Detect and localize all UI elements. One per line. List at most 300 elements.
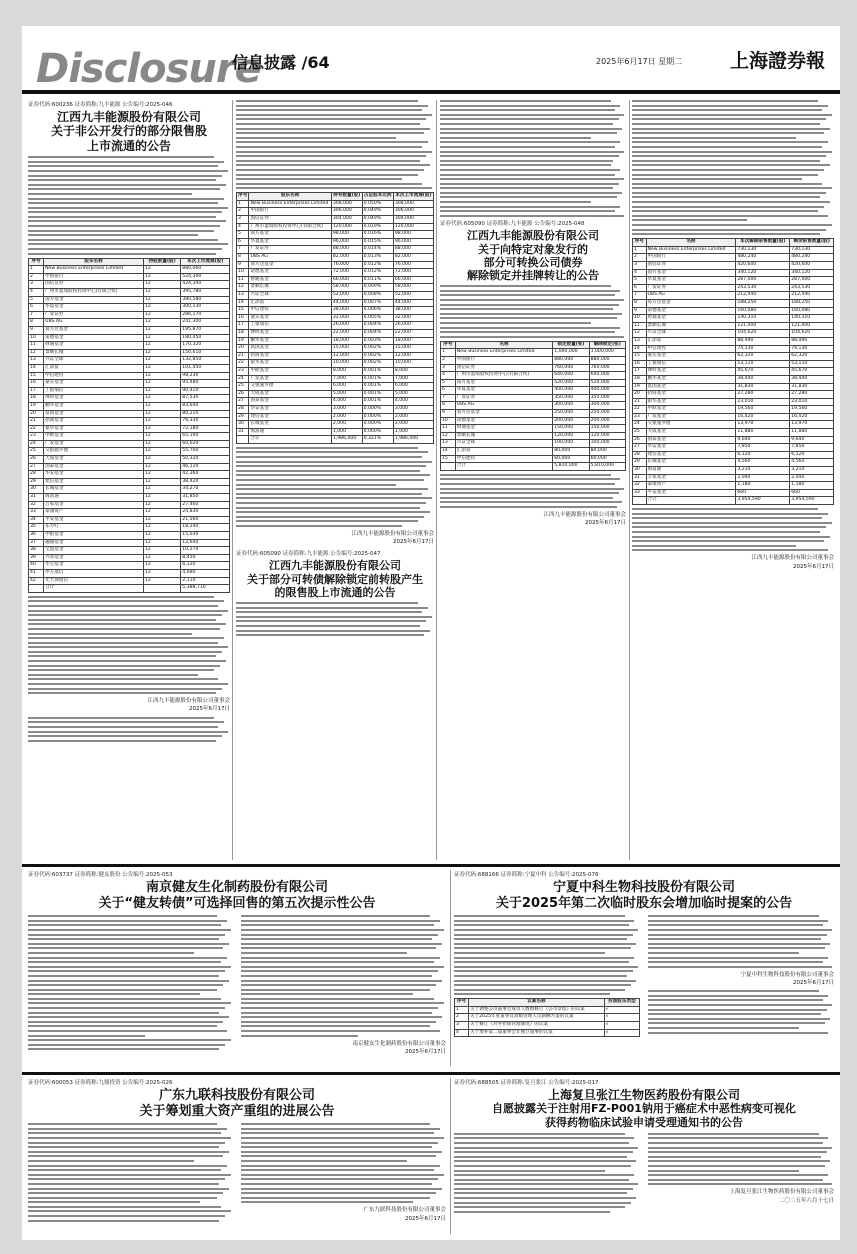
table-cell: 0.001%	[362, 398, 393, 406]
table-cell: 建信基金	[646, 451, 736, 459]
table-row	[633, 254, 834, 262]
table-cell: 88,490	[736, 337, 790, 345]
table-cell: 640,000	[553, 372, 589, 380]
table-row	[237, 314, 434, 322]
table-row	[237, 367, 434, 375]
table-row	[455, 1029, 640, 1037]
table-cell: 150,610	[181, 349, 230, 357]
table-cell: 660	[790, 489, 834, 497]
table-cell: 22	[237, 360, 249, 368]
table-cell: 鹏华基金	[44, 402, 144, 410]
table-cell: 兴证全球	[44, 357, 144, 365]
table-cell: 14	[633, 345, 647, 353]
table-row	[29, 418, 230, 426]
table-cell: 关于调整公司董事会成员人数暨修订《公司章程》的议案	[469, 1006, 605, 1014]
table-row	[633, 489, 834, 497]
table-cell: 28	[237, 405, 249, 413]
table-cell: 25	[633, 429, 647, 437]
table-header-cell: 本次上市流通(股)	[181, 258, 230, 266]
table-cell: 0.000%	[362, 405, 393, 413]
table-cell: 45,670	[790, 368, 834, 376]
table-cell: 340,120	[790, 269, 834, 277]
table-cell: 12	[144, 372, 181, 380]
body-text	[236, 602, 434, 636]
table-row	[29, 524, 230, 532]
table-cell: 0.012%	[362, 269, 393, 277]
table-cell: 46,110	[181, 463, 230, 471]
table-row	[633, 474, 834, 482]
table-cell: 200,000	[589, 417, 625, 425]
table-row	[237, 216, 434, 224]
table-cell: 5,000	[393, 390, 433, 398]
table-cell: 19,560	[790, 406, 834, 414]
table-cell: 21	[633, 398, 647, 406]
table-cell: 富国基金	[249, 345, 331, 353]
table-cell: 0.002%	[362, 360, 393, 368]
table-cell: 88,000	[393, 246, 433, 254]
table-cell	[144, 585, 181, 593]
table-cell: 广发证券	[455, 394, 552, 402]
table-row	[441, 417, 626, 425]
table-cell: 2,000	[331, 421, 362, 429]
table-cell: 72,000	[331, 269, 362, 277]
masthead	[22, 26, 840, 94]
table-cell: 180,450	[181, 334, 230, 342]
table-cell: 诺德基金	[646, 307, 736, 315]
table-cell: 33	[29, 509, 44, 517]
body-text	[632, 100, 834, 235]
notice-title: 江西九丰能源股份有限公司	[269, 559, 401, 573]
shareholder-table	[236, 192, 434, 444]
newspaper-brand: 上海證券報	[730, 50, 826, 72]
notice-jiufeng-convertible-bonds	[440, 100, 626, 860]
table-header-cell: 序号	[455, 999, 469, 1007]
table-cell: 1,986,000	[331, 436, 362, 444]
table-header-cell: 序号	[29, 258, 44, 266]
table-cell: 880,000	[589, 356, 625, 364]
table-cell: 52,000	[393, 292, 433, 300]
table-row	[237, 398, 434, 406]
table-cell: 30	[633, 467, 647, 475]
notice-title: 南京健友生化制药股份有限公司	[145, 880, 328, 895]
table-row	[29, 349, 230, 357]
table-cell: 长城基金	[249, 421, 331, 429]
table-cell: 9,640	[790, 436, 834, 444]
section-rule	[22, 1072, 840, 1075]
table-row	[29, 569, 230, 577]
table-cell: 关于修订《对外担保管理制度》的议案	[469, 1022, 605, 1030]
table-row	[633, 262, 834, 270]
table-cell: 480,240	[790, 254, 834, 262]
table-cell: 4,000	[393, 398, 433, 406]
table-cell: 83,640	[181, 402, 230, 410]
table-cell: 0.002%	[362, 352, 393, 360]
table-cell: 11	[633, 322, 647, 330]
table-row	[237, 254, 434, 262]
table-cell: 华安基金	[249, 405, 331, 413]
body-text	[241, 915, 446, 1036]
table-header-cell: 序号	[633, 239, 647, 247]
stock-code-line: 证券代码:688166 证券简称:宁夏中科 公告编号:2025-076	[454, 872, 599, 878]
table-cell: 万家基金	[646, 474, 736, 482]
table-cell: 12	[237, 284, 249, 292]
table-row	[633, 322, 834, 330]
table-row	[237, 436, 434, 444]
table-cell: 66,000	[393, 276, 433, 284]
table-row	[237, 337, 434, 345]
table-cell: 38,440	[736, 375, 790, 383]
table-row	[29, 516, 230, 524]
table-cell: 平安基金	[646, 489, 736, 497]
table-cell: 1	[237, 200, 249, 208]
table-cell: 银华基金	[646, 398, 736, 406]
table-row	[29, 509, 230, 517]
table-cell: 东方红	[44, 524, 144, 532]
table-cell: 交银施罗德	[44, 448, 144, 456]
table-cell: 0.014%	[362, 246, 393, 254]
table-cell: 42	[29, 577, 44, 585]
table-cell: 国泰基金	[249, 398, 331, 406]
table-cell: 0.003%	[362, 337, 393, 345]
table-cell: 兴证全球	[455, 440, 552, 448]
table-cell: 74,130	[736, 345, 790, 353]
table-cell: 23,010	[790, 398, 834, 406]
table-cell: 32,000	[331, 314, 362, 322]
table-row	[633, 467, 834, 475]
table-cell: 132,850	[181, 357, 230, 365]
table-cell: 22	[633, 406, 647, 414]
table-cell: 12,640	[181, 539, 230, 547]
column-divider	[436, 100, 437, 860]
table-cell: 98,000	[393, 231, 433, 239]
table-cell: 工银瑞信	[44, 387, 144, 395]
table-cell: 7	[633, 292, 647, 300]
table-cell: 万家基金	[44, 501, 144, 509]
table-cell: 19	[633, 383, 647, 391]
table-cell: 2	[633, 254, 647, 262]
table-cell: 12	[29, 349, 44, 357]
signature-company: 宁夏中科生物科技股份有限公司董事会	[740, 971, 834, 978]
table-header-cell: 股东名称	[44, 258, 144, 266]
table-cell: 诺德基金	[455, 417, 552, 425]
table-cell: 26,000	[393, 322, 433, 330]
table-cell: 国信证券	[249, 216, 331, 224]
table-cell: 0.016%	[362, 231, 393, 239]
notice-title: 关于筹划重大资产重组的进展公告	[139, 1103, 335, 1119]
table-cell: 8	[441, 402, 456, 410]
table-cell: 26	[237, 390, 249, 398]
table-cell: 8	[633, 299, 647, 307]
table-cell: 4	[633, 269, 647, 277]
table-cell: 泰康资产	[44, 509, 144, 517]
table-row	[441, 410, 626, 418]
table-cell: 26	[29, 456, 44, 464]
table-cell: 0.007%	[362, 299, 393, 307]
table-cell: 104,620	[790, 330, 834, 338]
table-cell: 400,000	[553, 387, 589, 395]
table-cell: 2,110	[181, 577, 230, 585]
table-cell: 6,000	[331, 383, 362, 391]
signature-company: 江西九丰能源股份有限公司董事会	[147, 698, 230, 705]
notice-jiufeng-restricted-shares	[28, 100, 230, 860]
table-row	[441, 425, 626, 433]
table-header-row	[29, 258, 230, 266]
table-cell: 32,000	[393, 314, 433, 322]
body-text	[28, 596, 230, 694]
table-cell: 0.015%	[362, 238, 393, 246]
table-row	[441, 387, 626, 395]
table-cell: 7	[29, 311, 44, 319]
table-cell: 12	[144, 554, 181, 562]
table-cell: 243,530	[790, 284, 834, 292]
table-cell: 21,560	[181, 516, 230, 524]
table-cell: 760,000	[553, 364, 589, 372]
table-cell: 0.012%	[362, 261, 393, 269]
table-cell: 华夏基金	[249, 238, 331, 246]
table-row	[633, 345, 834, 353]
table-cell: 1,180	[790, 482, 834, 490]
table-cell: 6,120	[181, 562, 230, 570]
table-cell: 90,410	[181, 387, 230, 395]
table-cell: 12	[144, 304, 181, 312]
table-row	[633, 391, 834, 399]
table-cell: 12	[144, 433, 181, 441]
table-body	[237, 200, 434, 443]
table-cell: 30	[29, 486, 44, 494]
table-row	[633, 436, 834, 444]
table-cell: 80,000	[553, 448, 589, 456]
table-cell: 富国基金	[646, 383, 736, 391]
table-cell	[441, 463, 456, 471]
table-cell: 18,000	[393, 337, 433, 345]
table-cell: 中信建投	[455, 455, 552, 463]
table-row	[237, 322, 434, 330]
table-cell: 交银施罗德	[249, 383, 331, 391]
table-cell: 财通基金	[44, 342, 144, 350]
table-cell: 660	[736, 489, 790, 497]
table-row	[29, 501, 230, 509]
table-cell: 泰康资产	[646, 482, 736, 490]
table-cell: 12	[144, 342, 181, 350]
signature-date: 二〇二五年六月十七日	[778, 1197, 834, 1204]
table-cell: 53,110	[736, 360, 790, 368]
table-row	[29, 387, 230, 395]
unlock-table	[632, 238, 834, 505]
signature	[241, 1206, 446, 1223]
table-row	[633, 299, 834, 307]
table-cell: 16	[237, 314, 249, 322]
table-cell: 24	[633, 421, 647, 429]
table-row	[633, 246, 834, 254]
table-cell: New Business Enterprises Limited	[646, 246, 736, 254]
table-cell: 合计	[646, 497, 736, 505]
table-cell: 760,000	[589, 364, 625, 372]
table-cell: 7	[237, 246, 249, 254]
table-cell: 44,000	[331, 299, 362, 307]
table-cell: 27,280	[736, 391, 790, 399]
table-cell	[633, 497, 647, 505]
table-cell: 3,000	[331, 405, 362, 413]
notice-title: 广东九联科技股份有限公司	[158, 1088, 315, 1103]
table-cell: 富国基金	[44, 410, 144, 418]
table-cell: 170,320	[181, 342, 230, 350]
table-cell: 35	[29, 524, 44, 532]
table-row	[29, 478, 230, 486]
table-cell: 12	[144, 380, 181, 388]
column-divider	[450, 870, 451, 1066]
table-row	[237, 405, 434, 413]
table-cell: 5,810,000	[553, 463, 589, 471]
notice-jianyou-convertible	[28, 870, 446, 1070]
table-header-row	[633, 239, 834, 247]
table-cell: 8,000	[331, 367, 362, 375]
table-row	[441, 379, 626, 387]
table-row	[29, 532, 230, 540]
table-cell: 1	[29, 266, 44, 274]
table-cell: 150,000	[589, 425, 625, 433]
table-cell: 121,000	[736, 322, 790, 330]
table-cell: 中欧基金	[646, 406, 736, 414]
table-header-cell: 序号	[237, 193, 249, 201]
table-cell: UBS AG	[646, 292, 736, 300]
notice-title: 部分可转换公司债券	[483, 255, 583, 269]
table-cell: 5	[29, 296, 44, 304]
table-row	[441, 402, 626, 410]
table-cell: 12	[441, 432, 456, 440]
table-cell: 8,000	[393, 367, 433, 375]
table-cell: 华宝基金	[44, 562, 144, 570]
table-cell: 3,954,590	[736, 497, 790, 505]
table-cell: 22	[29, 425, 44, 433]
table-header-row	[455, 999, 640, 1007]
table-cell: 24	[29, 440, 44, 448]
notice-fudan-zhangjiang-trial	[454, 1078, 834, 1236]
table-cell: 招商基金	[646, 391, 736, 399]
table-cell: 9,640	[736, 436, 790, 444]
table-cell: 76,000	[331, 261, 362, 269]
table-cell: 243,530	[736, 284, 790, 292]
table-cell: 合计	[44, 585, 144, 593]
table-cell: 250,000	[589, 410, 625, 418]
notice-title: 关于非公开发行的部分限售股	[50, 124, 207, 139]
table-cell: 2	[441, 356, 456, 364]
table-cell: 广州市盈瑞股权投资中心(有限合伙)	[249, 223, 331, 231]
table-row	[633, 383, 834, 391]
table-cell: 海富通	[646, 467, 736, 475]
proposal-table	[454, 998, 640, 1037]
table-row	[633, 459, 834, 467]
signature	[632, 554, 834, 571]
table-row	[633, 315, 834, 323]
table-cell: 0.001%	[362, 375, 393, 383]
table-cell: 广发证券	[646, 284, 736, 292]
table-row	[441, 455, 626, 463]
table-cell: 16	[29, 380, 44, 388]
table-row	[441, 394, 626, 402]
table-cell: 6,120	[790, 451, 834, 459]
table-cell: 0.000%	[362, 421, 393, 429]
table-cell: 76,000	[393, 261, 433, 269]
table-cell: 65,190	[181, 433, 230, 441]
table-row	[237, 413, 434, 421]
table-cell: 58,000	[331, 284, 362, 292]
table-cell: 5	[237, 231, 249, 239]
signature-date: 2025年6月17日	[793, 979, 834, 986]
body-text	[440, 100, 626, 162]
table-cell: 12	[144, 501, 181, 509]
table-body	[633, 246, 834, 504]
table-cell: 340,120	[736, 269, 790, 277]
table-cell: 24,830	[181, 509, 230, 517]
table-cell: 26,000	[331, 322, 362, 330]
table-header-cell: 名称	[646, 239, 736, 247]
table-row	[237, 208, 434, 216]
table-cell: 13,970	[790, 421, 834, 429]
body-text	[28, 156, 230, 254]
table-cell: 20	[29, 410, 44, 418]
table-cell: 188,250	[736, 299, 790, 307]
body-text	[241, 1123, 446, 1203]
table-cell: 76,330	[181, 418, 230, 426]
table-cell: √	[604, 1022, 639, 1030]
table-cell: New Business Enterprises Limited	[249, 200, 331, 208]
table-cell: 1,000	[393, 428, 433, 436]
table-cell: 98,000	[331, 231, 362, 239]
stock-code-line: 证券代码:600053 证券简称:九鼎投资 公告编号:2025-026	[28, 1080, 173, 1086]
table-row	[29, 448, 230, 456]
body-text	[236, 100, 434, 189]
table-cell: 18,240	[181, 524, 230, 532]
table-cell: 1,000,000	[553, 349, 589, 357]
table-cell: 1,000	[331, 428, 362, 436]
table-cell: 广发基金	[44, 440, 144, 448]
table-cell: 195,870	[181, 326, 230, 334]
table-cell: 287,000	[736, 277, 790, 285]
table-cell: 8	[29, 319, 44, 327]
table-cell: 兴业基金	[44, 554, 144, 562]
table-cell: 大成基金	[44, 456, 144, 464]
table-row	[29, 273, 230, 281]
table-row	[29, 326, 230, 334]
table-cell: 11	[237, 276, 249, 284]
table-row	[29, 395, 230, 403]
table-cell: 12	[144, 281, 181, 289]
table-cell: 12	[144, 448, 181, 456]
table-cell: 140,310	[736, 315, 790, 323]
notice-title: 解除锁定并挂牌转让的公告	[467, 269, 599, 282]
table-cell: 广发基金	[249, 375, 331, 383]
table-cell: 南方基金	[249, 231, 331, 239]
table-cell: 23	[237, 367, 249, 375]
table-cell: √	[604, 1006, 639, 1014]
table-cell: 23	[633, 413, 647, 421]
table-cell: 鹏华基金	[249, 337, 331, 345]
table-cell: 62,320	[736, 353, 790, 361]
table-cell: 20	[633, 391, 647, 399]
table-header-cell: 锁定数量(张)	[553, 341, 589, 349]
table-cell: 5	[633, 277, 647, 285]
table-cell: 5,388,710	[181, 585, 230, 593]
table-cell: 12	[144, 410, 181, 418]
table-cell: 10	[441, 417, 456, 425]
table-row	[29, 380, 230, 388]
table-cell: 53,110	[790, 360, 834, 368]
table-cell: 12	[144, 456, 181, 464]
table-cell: 4	[455, 1029, 469, 1037]
table-cell: 12	[144, 494, 181, 502]
table-cell: 104,620	[736, 330, 790, 338]
table-cell: 22,000	[393, 329, 433, 337]
